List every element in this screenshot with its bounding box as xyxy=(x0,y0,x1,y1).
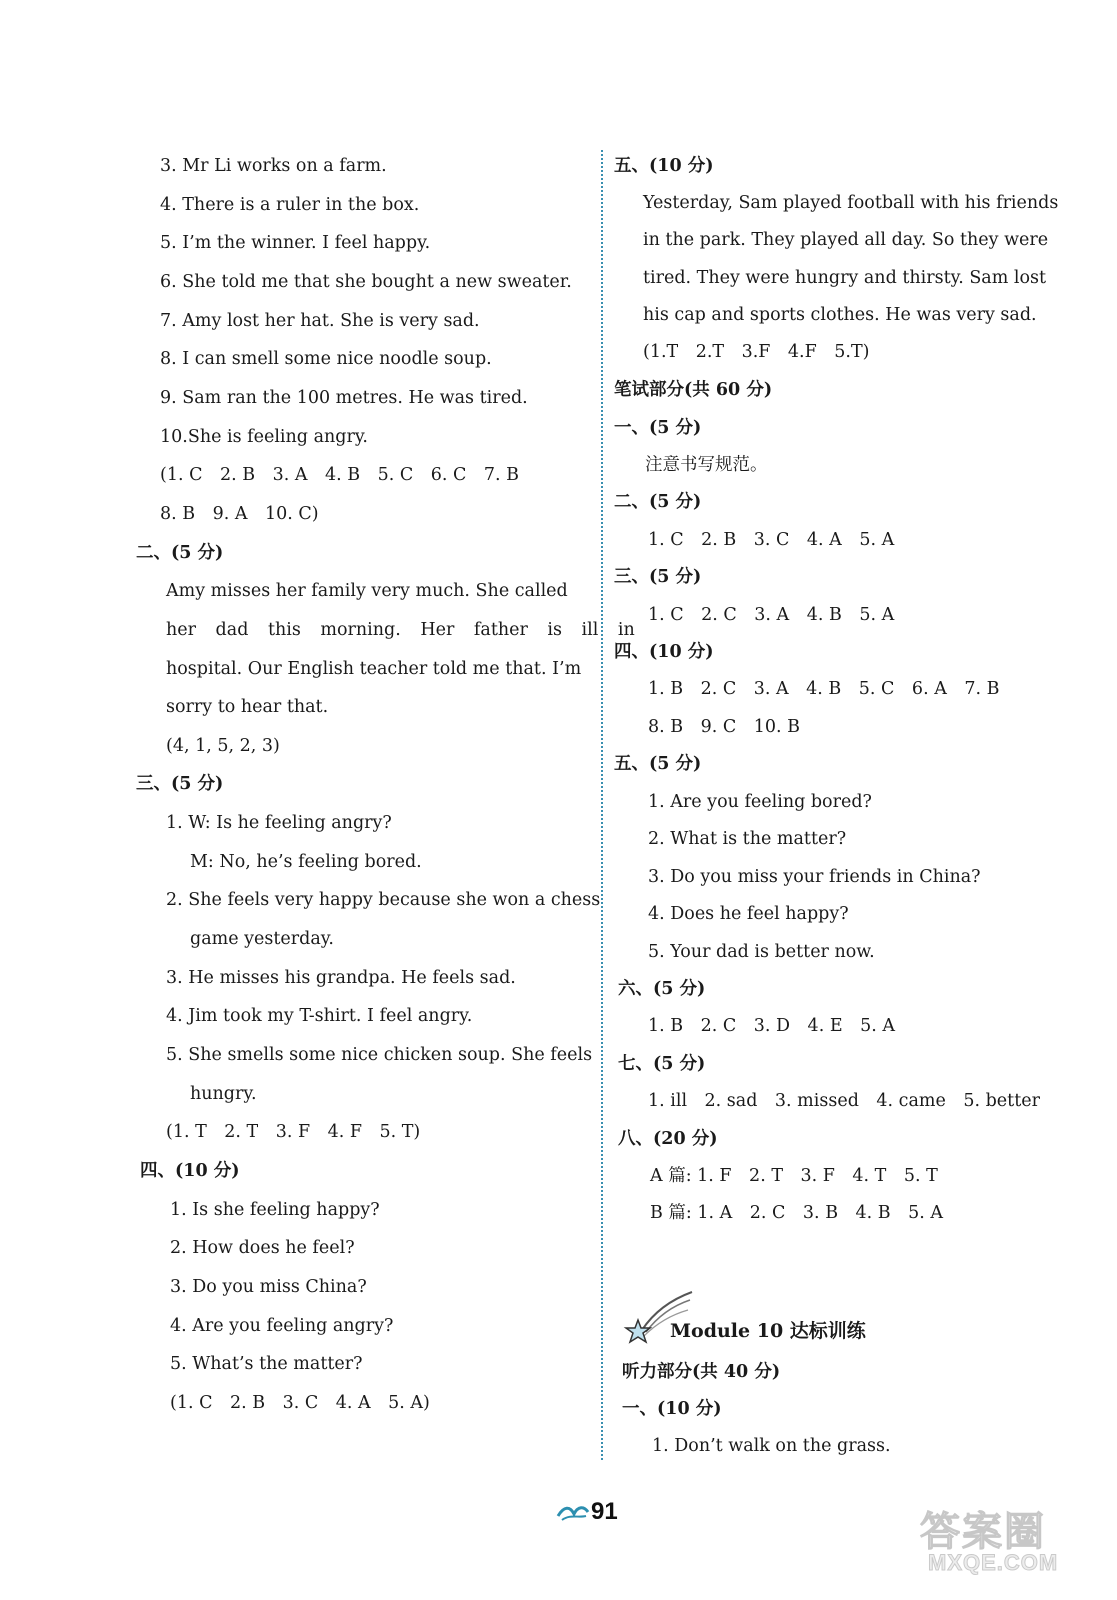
answer-line: 5. Your dad is better now. xyxy=(648,942,875,962)
answer-line: 3. Do you miss your friends in China? xyxy=(648,867,981,887)
section-heading: 六、(5 分) xyxy=(618,979,706,999)
watermark-url: MXQE.COM xyxy=(928,1550,1059,1575)
answer-key-line: 8. B 9. A 10. C) xyxy=(160,504,319,524)
answer-line: 1. Are you feeling bored? xyxy=(648,792,872,812)
listening-part-heading: 听力部分(共 40 分) xyxy=(622,1362,781,1382)
answer-line: 1. W: Is he feeling angry? xyxy=(166,813,392,833)
section-heading: 四、(10 分) xyxy=(614,642,714,662)
written-part-heading: 笔试部分(共 60 分) xyxy=(614,380,773,400)
section-heading-4: 四、(10 分) xyxy=(140,1161,240,1181)
answer-key-line: (1. T 2. T 3. F 4. F 5. T) xyxy=(166,1122,421,1142)
answer-line: game yesterday. xyxy=(190,929,334,949)
answer-line: 2. How does he feel? xyxy=(170,1238,355,1258)
answer-line: 3. Mr Li works on a farm. xyxy=(160,156,387,176)
passage-line: in the park. They played all day. So they were xyxy=(643,230,1049,250)
section-heading-3: 三、(5 分) xyxy=(136,774,224,794)
answer-line: 4. There is a ruler in the box. xyxy=(160,195,420,215)
answer-key-line: 1. C 2. B 3. C 4. A 5. A xyxy=(648,530,895,550)
section-heading: 三、(5 分) xyxy=(614,567,702,587)
section-heading-2: 二、(5 分) xyxy=(136,543,224,563)
answer-key-line: (1.T 2.T 3.F 4.F 5.T) xyxy=(643,342,870,362)
answer-line: M: No, he’s feeling bored. xyxy=(190,852,422,872)
answer-line: 3. He misses his grandpa. He feels sad. xyxy=(166,968,516,988)
section-heading: 八、(20 分) xyxy=(618,1129,718,1149)
answer-line: 3. Do you miss China? xyxy=(170,1277,367,1297)
answer-line: 9. Sam ran the 100 metres. He was tired. xyxy=(160,388,528,408)
answer-line: 5. What’s the matter? xyxy=(170,1354,363,1374)
passage-line: Amy misses her family very much. She called xyxy=(166,581,568,601)
passage-line: her dad this morning. Her father is ill in xyxy=(166,620,635,640)
answer-key-line: (1. C 2. B 3. A 4. B 5. C 6. C 7. B xyxy=(160,465,520,485)
section-heading: 二、(5 分) xyxy=(614,492,702,512)
section-heading: 七、(5 分) xyxy=(618,1054,706,1074)
answer-line: 注意书写规范。 xyxy=(645,455,768,475)
page-number: 91 xyxy=(591,1498,618,1525)
module-title-text: Module 10 达标训练 xyxy=(670,1320,866,1342)
column-divider xyxy=(601,150,603,1460)
answer-key-line: 8. B 9. C 10. B xyxy=(648,717,801,737)
answer-line: 4. Jim took my T-shirt. I feel angry. xyxy=(166,1006,473,1026)
passage-line: his cap and sports clothes. He was very sad. xyxy=(643,305,1037,325)
answer-key-line: (4, 1, 5, 2, 3) xyxy=(166,736,280,756)
passage-line: Yesterday, Sam played football with his friends xyxy=(643,193,1059,213)
answer-key-line: B 篇: 1. A 2. C 3. B 4. B 5. A xyxy=(650,1203,944,1223)
answer-key-line: 1. ill 2. sad 3. missed 4. came 5. better xyxy=(648,1091,1040,1111)
answer-key-line: A 篇: 1. F 2. T 3. F 4. T 5. T xyxy=(650,1166,938,1186)
answer-key-line: (1. C 2. B 3. C 4. A 5. A) xyxy=(170,1393,430,1413)
module-title xyxy=(622,1286,882,1346)
section-heading: 五、(5 分) xyxy=(614,754,702,774)
answer-line: hungry. xyxy=(190,1084,257,1104)
answer-line: 10.She is feeling angry. xyxy=(160,427,368,447)
answer-key-line: 1. B 2. C 3. D 4. E 5. A xyxy=(648,1016,895,1036)
answer-line: 2. What is the matter? xyxy=(648,829,847,849)
watermark xyxy=(920,1500,1090,1590)
passage-line: tired. They were hungry and thirsty. Sam lost xyxy=(643,268,1047,288)
answer-key-line: 1. B 2. C 3. A 4. B 5. C 6. A 7. B xyxy=(648,679,1000,699)
answer-line: 4. Does he feel happy? xyxy=(648,904,849,924)
answer-line: 6. She told me that she bought a new sweater. xyxy=(160,272,572,292)
passage-line: hospital. Our English teacher told me that. I’m xyxy=(166,659,582,679)
footer-ornament-icon xyxy=(556,1500,590,1526)
answer-line: 2. She feels very happy because she won a chess xyxy=(166,890,601,910)
answer-line: 4. Are you feeling angry? xyxy=(170,1316,394,1336)
section-heading: 一、(5 分) xyxy=(614,418,702,438)
section-heading: 一、(10 分) xyxy=(622,1399,722,1419)
section-heading-5: 五、(10 分) xyxy=(614,156,714,176)
watermark-logo-text: 答案圈 xyxy=(920,1509,1046,1555)
passage-line: sorry to hear that. xyxy=(166,697,329,717)
answer-line: 1. Is she feeling happy? xyxy=(170,1200,380,1220)
answer-key-line: 1. C 2. C 3. A 4. B 5. A xyxy=(648,605,895,625)
answer-line: 8. I can smell some nice noodle soup. xyxy=(160,349,492,369)
answer-line: 1. Don’t walk on the grass. xyxy=(652,1436,891,1456)
answer-line: 5. She smells some nice chicken soup. She feels xyxy=(166,1045,593,1065)
answer-line: 7. Amy lost her hat. She is very sad. xyxy=(160,311,480,331)
answer-line: 5. I’m the winner. I feel happy. xyxy=(160,233,431,253)
